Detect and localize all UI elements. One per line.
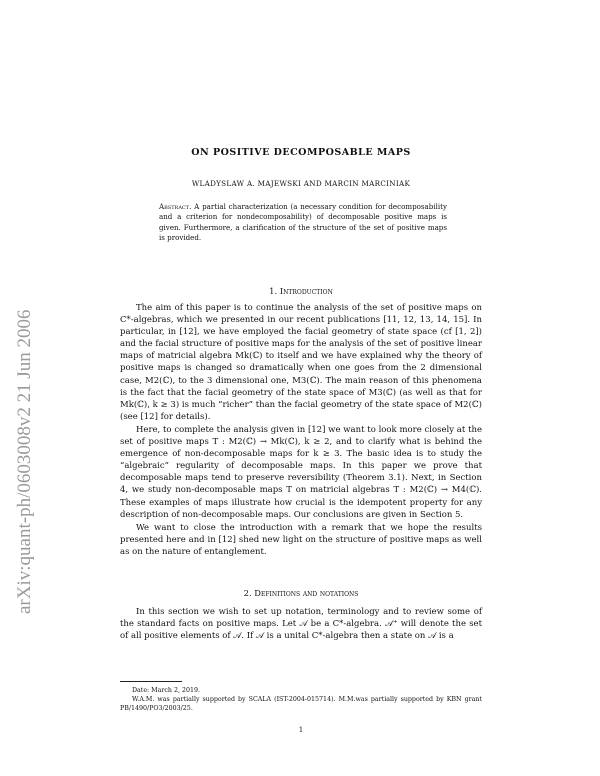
arxiv-stamp (10, 196, 38, 616)
arxiv-stamp-text: arXiv:quant-ph/0603008v2 21 Jun 2006 (14, 309, 35, 614)
abstract-label: Abstract. (159, 202, 192, 211)
paragraph: The aim of this paper is to continue the analysis of the set of positive maps on C*-algebras, which we presented in our recent publications [11, 12, 13, 14, 15]. In particular, in [12], we have employed the facial geometry of state space (cf [1, 2]) and the facial structure of positive maps for the analysis of the set of positive linear maps of matricial algebra Mk(ℂ) to itself and we have explained why the theory of positive maps is changed so dramatically when one goes from the 2 dimensional case, M2(ℂ), to the 3 dimensional one, M3(ℂ). The main reason of this phenomena is the fact that the facial geometry of the state space of M3(ℂ) (as well as that for Mk(ℂ), k ≥ 3) is much “richer” than the facial geometry of the state space of M2(ℂ) (see [12] for details). (120, 303, 482, 422)
paper-authors: WLADYSLAW A. MAJEWSKI AND MARCIN MARCINIAK (191, 179, 411, 188)
paragraph: Here, to complete the analysis given in [12] we want to look more closely at the set of positive maps T : M2(ℂ) → Mk(ℂ), k ≥ 2, and to clarify what is behind the emergence of non-decomposable maps for k ≥ 3. The basic idea is to study the “algebraic” regularity of decomposable maps. In this paper we prove that decomposable maps tend to preserve reversibility (Theorem 3.1). Next, in Section 4, we study non-decomposable maps T on matricial algebras T : M2(ℂ) → M4(ℂ). These examples of maps illustrate how crucial is the idempotent property for any description of non-decomposable maps. Our conclusions are given in Section 5. (120, 424, 482, 520)
paragraph: We want to close the introduction with a remark that we hope the results presented here and in [12] shed new light on the structure of positive maps as well as on the nature of entanglement. (120, 522, 482, 557)
footnotes (120, 686, 482, 714)
section-2-heading: 2. Definitions and notations (243, 588, 359, 598)
footnote-date: Date: March 2, 2019. (132, 687, 201, 694)
section-1-heading: 1. Introduction (269, 286, 333, 296)
page-number: 1 (298, 726, 304, 734)
section-1-body (120, 302, 482, 558)
footnote-rule (120, 681, 182, 682)
paper-title: ON POSITIVE DECOMPOSABLE MAPS (191, 147, 411, 158)
paragraph: In this section we wish to set up notation, terminology and to review some of the standard facts on positive maps. Let 𝒜 be a C*-algebra. 𝒜⁺ will denote the set of all positive elements of 𝒜. If 𝒜 is a unital C*-algebra then a state on 𝒜 is a (120, 607, 482, 642)
abstract (159, 202, 447, 243)
abstract-text: A partial characterization (a necessary condition for decomposability and a criterion for nondecomposability) of decomposable positive maps is given. Furthermore, a clarification of the structure of the set of positive maps is provided. (159, 202, 447, 242)
footnote-support: W.A.M. was partially supported by SCALA (IST-2004-015714). M.M.was partially supported by KBN grant PB/1490/PO3/2003/25. (120, 696, 482, 713)
section-2-body (120, 606, 482, 642)
